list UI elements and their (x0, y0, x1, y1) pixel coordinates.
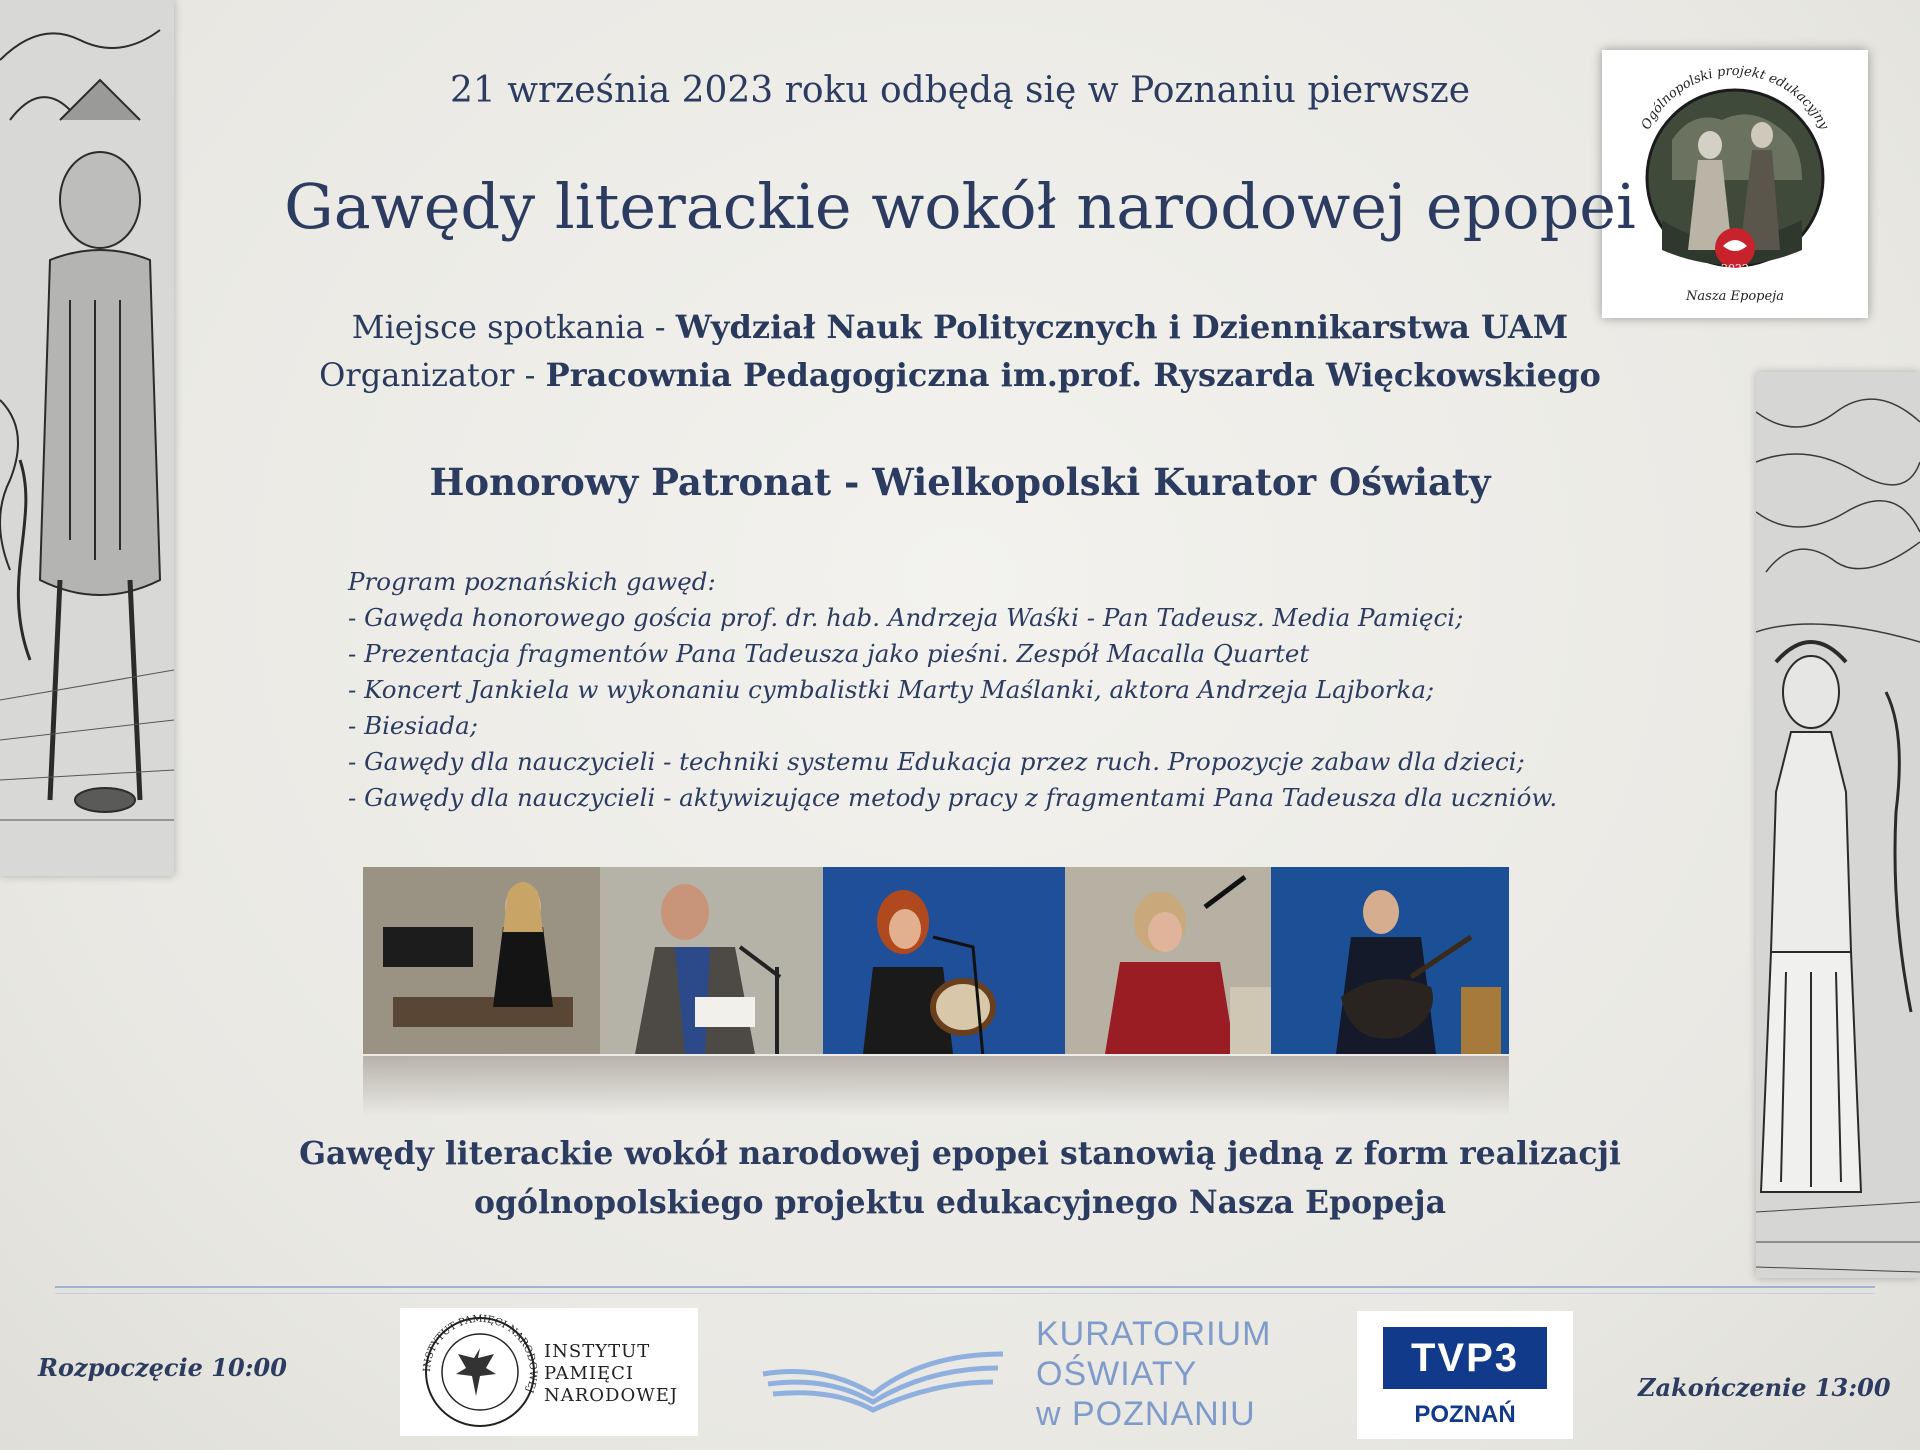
kuratorium-logo (758, 1314, 1278, 1434)
tvp3-logo (1357, 1311, 1573, 1439)
start-time: Rozpoczęcie 10:00 (38, 1353, 287, 1382)
engraving-left (0, 0, 174, 876)
patronage-line: Honorowy Patronat - Wielkopolski Kurator Oświaty (429, 460, 1491, 504)
kuratorium-line: KURATORIUM (1036, 1315, 1272, 1353)
program-item: - Gawęda honorowego gościa prof. dr. hab. Andrzeja Waśki - Pan Tadeusz. Media Pamięci; (348, 600, 1557, 636)
venue-label: Miejsce spotkania - (351, 308, 676, 346)
ipn-line: PAMIĘCI (544, 1363, 635, 1384)
program-item: - Gawędy dla nauczycieli - aktywizujące metody pracy z fragmentami Pana Tadeusza dla uczniów. (348, 780, 1557, 816)
ipn-name (544, 1341, 678, 1407)
kuratorium-name (1036, 1314, 1271, 1434)
organizer-label: Organizator - (319, 356, 546, 394)
photo-singer (823, 867, 1065, 1054)
footer-divider-thin (55, 1293, 1875, 1294)
program-item: - Prezentacja fragmentów Pana Tadeusza jako pieśni. Zespół Macalla Quartet (348, 636, 1557, 672)
photo-flutist (1065, 867, 1271, 1054)
ipn-line: NARODOWEJ (544, 1385, 679, 1406)
photo-strip-reflection (363, 1056, 1509, 1116)
logo-top-text: Ogólnopolski projekt edukacyjny (1638, 63, 1832, 133)
kuratorium-line: w POZNANIU (1036, 1395, 1256, 1433)
kuratorium-line: OŚWIATY (1036, 1355, 1198, 1393)
photo-professor (600, 867, 823, 1054)
eagle-icon (456, 1348, 496, 1396)
page-title: Gawędy literackie wokół narodowej epopei (284, 170, 1636, 243)
ipn-line: INSTYTUT (544, 1341, 651, 1362)
logo-bottom-text: Nasza Epopeja (1686, 289, 1784, 304)
logo-year: 2022 (1721, 262, 1749, 275)
program-item: - Biesiada; (348, 708, 1557, 744)
date-line: 21 września 2023 roku odbędą się w Poznaniu pierwsze (449, 70, 1471, 111)
tvp3-mark: TVP3 (1383, 1327, 1547, 1389)
photo-cymbalist (363, 867, 600, 1054)
ipn-seal-text: INSTYTUT PAMIĘCI NARODOWEJ (421, 1313, 539, 1395)
ipn-logo (400, 1308, 698, 1436)
program-heading: Program poznańskich gawęd: (348, 567, 716, 596)
open-book-icon (758, 1314, 1008, 1434)
program-item: - Koncert Jankiela w wykonaniu cymbalistki Marty Maślanki, aktora Andrzeja Lajborka; (348, 672, 1557, 708)
program-item: - Gawędy dla nauczycieli - techniki systemu Edukacja przez ruch. Propozycje zabaw dla dzieci; (348, 744, 1557, 780)
program-list (348, 564, 1557, 816)
footer-divider (55, 1286, 1875, 1288)
photo-strip (363, 867, 1509, 1054)
venue-line (0, 308, 1920, 346)
closing-line-2: ogólnopolskiego projektu edukacyjnego Nasza Epopeja (474, 1184, 1446, 1221)
organizer-line (0, 356, 1920, 394)
end-time: Zakończenie 13:00 (1638, 1373, 1891, 1402)
tvp3-city: POZNAŃ (1414, 1401, 1516, 1428)
closing-line-1: Gawędy literackie wokół narodowej epopei stanowią jedną z form realizacji (299, 1135, 1621, 1172)
organizer-value: Pracownia Pedagogiczna im.prof. Ryszarda Więckowskiego (545, 356, 1601, 394)
venue-value: Wydział Nauk Politycznych i Dziennikarstwa UAM (675, 308, 1569, 346)
svg-text:INSTYTUT PAMIĘCI NARODOWEJ (422, 1314, 538, 1394)
photo-guitarist (1271, 867, 1509, 1054)
